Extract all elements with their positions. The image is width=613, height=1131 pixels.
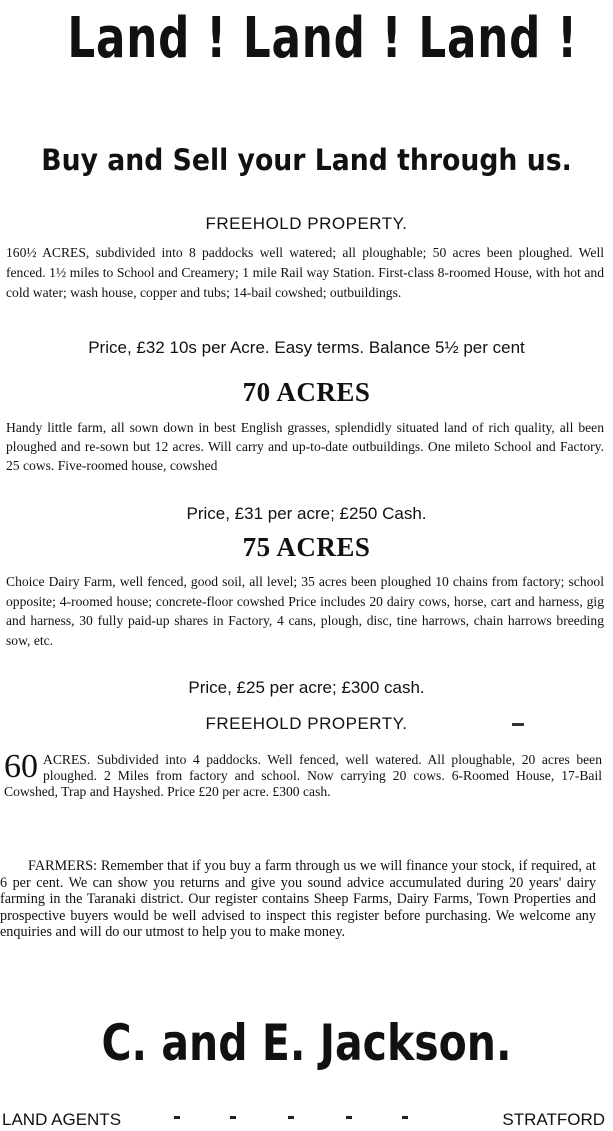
section4-dropcap: 60	[4, 748, 38, 785]
decorative-dash	[512, 723, 524, 726]
dash-mark	[174, 1116, 180, 1119]
tagline: Buy and Sell your Land through us.	[41, 143, 572, 177]
footer-dashes	[170, 1116, 450, 1126]
section4-body: ACRES. Subdivided into 4 paddocks. Well fenced, well watered. All ploughable, 20 acres been ploughed. 2 Miles from factory and school. Now carrying 20 cows. 6-Roomed House, 17-Bail Cowshed, Trap and Hayshed. Price £20 per acre. £300 cash.	[4, 752, 602, 799]
signature: C. and E. Jackson.	[101, 1014, 512, 1072]
section2-body: Handy little farm, all sown down in best English grasses, splendidly situated land of rich quality, all been ploughed and re-sown but 12 acres. Will carry and up-to-date outbuildings. One mileto School and Factory. 25 cows. Five-roomed house, cowshed	[6, 420, 604, 473]
section4-block	[4, 748, 602, 800]
section3-heading: 75 ACRES	[242, 532, 371, 562]
section3-body: Choice Dairy Farm, well fenced, good soil, all level; 35 acres been ploughed 10 chains from factory; school opposite; 4-roomed house; concrete-floor cowshed Price includes 20 dairy cows, horse, cart and harness, gig and harness, 30 fully paid-up shares in Factory, 4 cans, plough, disc, tine harrows, chain harrows breeding sow, etc.	[6, 574, 604, 648]
footer-left: LAND AGENTS	[2, 1110, 122, 1129]
dash-mark	[346, 1116, 352, 1119]
section2-price: Price, £31 per acre; £250 Cash.	[186, 504, 427, 523]
section4-heading: FREEHOLD PROPERTY.	[205, 714, 408, 733]
footer-right: STRATFORD	[502, 1110, 605, 1129]
farmers-note: FARMERS: Remember that if you buy a farm through us we will finance your stock, if required, at 6 per cent. We can show you returns and give you sound advice accumulated during 20 years' dairy farming in the Taranaki district. Our register contains Sheep Farms, Dairy Farms, Town Properties and prospective buyers would be well advised to inspect this register before purchasing. We welcome any enquiries and will do our utmost to help you to make money.	[0, 858, 596, 940]
section2-heading: 70 ACRES	[242, 377, 371, 407]
section1-price: Price, £32 10s per Acre. Easy terms. Balance 5½ per cent	[88, 338, 525, 357]
dash-mark	[288, 1116, 294, 1119]
dash-mark	[402, 1116, 408, 1119]
section1-heading: FREEHOLD PROPERTY.	[205, 214, 408, 233]
headline: Land ! Land ! Land !	[67, 6, 578, 71]
dash-mark	[230, 1116, 236, 1119]
section3-price: Price, £25 per acre; £300 cash.	[188, 678, 425, 697]
section1-body: 160½ ACRES, subdivided into 8 paddocks well watered; all ploughable; 50 acres been ploughed. Well fenced. 1½ miles to School and Creamery; 1 mile Rail way Station. First-class 8-roomed House, with hot and cold water; wash house, copper and tubs; 14-bail cowshed; outbuildings.	[6, 245, 604, 300]
